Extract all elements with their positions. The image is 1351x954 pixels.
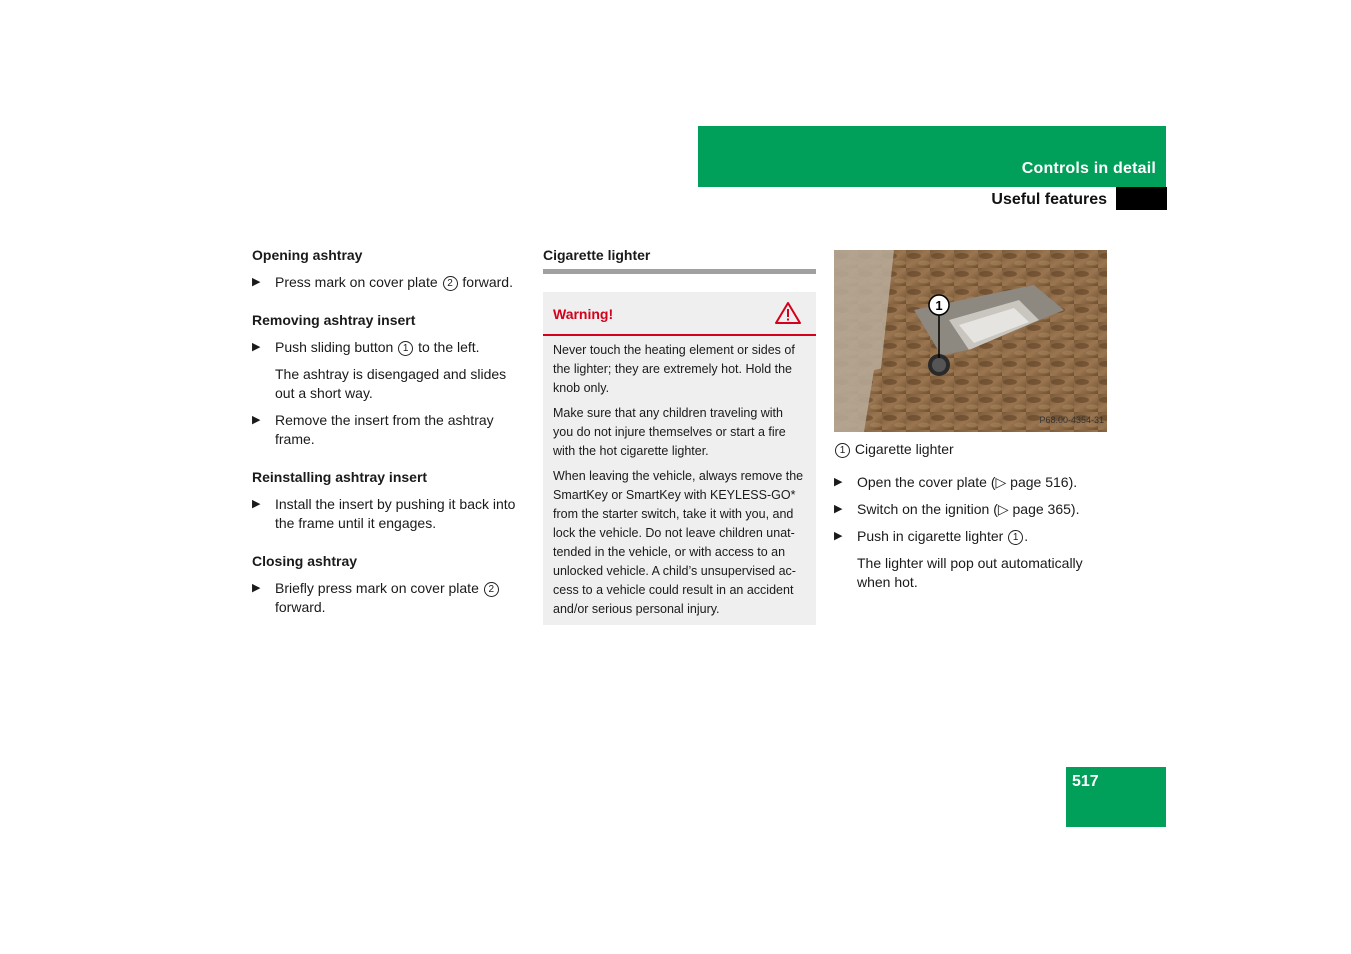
bullet-arrow-icon: ▶ <box>834 503 843 515</box>
ashtray-column <box>252 246 527 617</box>
lighter-step-3: ▶ Push in cigarette lighter 1 . <box>834 528 1029 544</box>
opening-step: ▶ Press mark on cover plate 2 forward. <box>252 274 513 290</box>
warning-paragraph-1: Never touch the heating element or sides of the lighter; they are extremely hot. Hold the knob only. <box>553 343 795 395</box>
callout-number: 1 <box>1008 530 1023 545</box>
cigarette-lighter-photo <box>834 250 1107 432</box>
warning-paragraph-3: When leaving the vehicle, always remove the SmartKey or SmartKey with KEYLESS-GO* from the starter switch, take it with you, and lock the vehicle. Do not leave children unat-tended in the vehicle, or with access to an unlocked vehicle. A child’s unsupervised ac-cess to a vehicle could result in an accident and/or serious personal injury. <box>553 469 804 616</box>
callout-number: 1 <box>835 443 850 458</box>
lighter-step-2: ▶ Switch on the ignition (▷ page 365). <box>834 501 1080 517</box>
removing-note: The ashtray is disengaged and slides out a short way. <box>275 366 507 401</box>
reinstall-heading: Reinstalling ashtray insert <box>252 469 428 485</box>
photo-code: P68.00-4354-31 <box>1039 415 1104 425</box>
bullet-arrow-icon: ▶ <box>834 530 843 542</box>
reinstall-step: ▶ Install the insert by pushing it back into the frame until it engages. <box>252 496 516 531</box>
removing-step-2: ▶ Remove the insert from the ashtray frame. <box>252 412 494 447</box>
lighter-heading: Cigarette lighter <box>543 246 816 274</box>
warning-title: Warning! <box>553 306 614 322</box>
callout-number: 2 <box>443 276 458 291</box>
callout-number: 2 <box>484 582 499 597</box>
photo-caption: 1 Cigarette lighter <box>834 440 1107 459</box>
console-illustration <box>834 250 1107 432</box>
opening-heading: Opening ashtray <box>252 247 363 263</box>
removing-step-1: ▶ Push sliding button 1 to the left. <box>252 339 480 355</box>
bullet-arrow-icon: ▶ <box>834 476 843 488</box>
bullet-arrow-icon: ▶ <box>252 341 261 353</box>
bullet-arrow-icon: ▶ <box>252 498 261 510</box>
warning-paragraph-2: Make sure that any children traveling with you do not injure themselves or start a fire with the hot cigarette lighter. <box>553 406 786 458</box>
bullet-arrow-icon: ▶ <box>252 276 261 288</box>
lighter-step-1: ▶ Open the cover plate (▷ page 516). <box>834 474 1078 490</box>
lighter-column <box>834 250 1107 592</box>
bullet-arrow-icon: ▶ <box>252 414 261 426</box>
closing-heading: Closing ashtray <box>252 553 358 569</box>
warning-header <box>543 292 816 336</box>
svg-text:1: 1 <box>935 298 943 313</box>
section-title: Controls in detail <box>1021 160 1156 177</box>
section-tab-marker <box>1116 187 1167 210</box>
page-number-box <box>1066 767 1166 827</box>
warning-triangle-icon <box>774 301 802 325</box>
callout-number: 1 <box>398 341 413 356</box>
subsection-title: Useful features <box>991 191 1107 208</box>
removing-heading: Removing ashtray insert <box>252 312 416 328</box>
warning-box <box>543 292 816 625</box>
lighter-warning-column <box>543 246 816 625</box>
page-number: 517 <box>1072 773 1099 790</box>
bullet-arrow-icon: ▶ <box>252 582 261 594</box>
closing-step: ▶ Briefly press mark on cover plate 2 forward. <box>252 579 527 617</box>
lighter-note: The lighter will pop out automatically when hot. <box>857 555 1083 590</box>
header-bar <box>698 126 1166 187</box>
